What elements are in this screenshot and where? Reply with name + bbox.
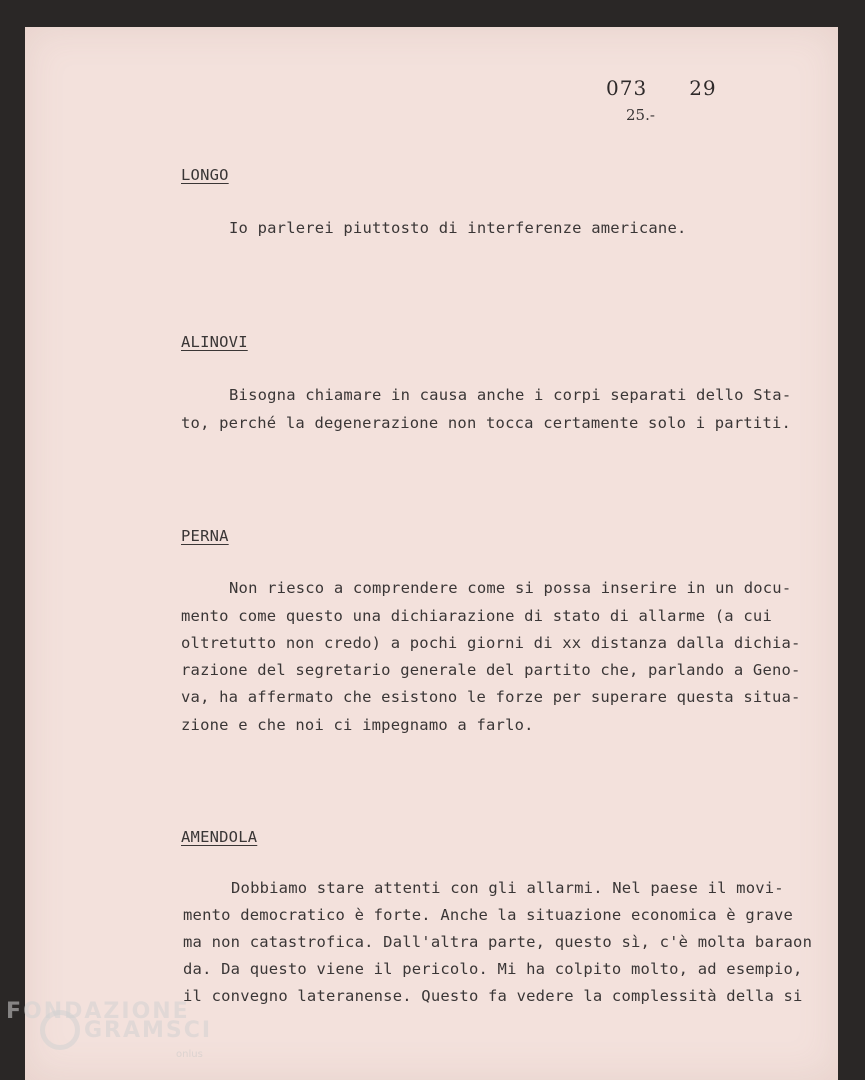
text-line: ma non catastrofica. Dall'altra parte, questo sì, c'è molta baraon [183,933,813,951]
text-line: zione e che noi ci impegnamo a farlo. [181,716,534,734]
text-line: da. Da questo viene il pericolo. Mi ha colpito molto, ad esempio, [183,960,803,978]
text-line: Dobbiamo stare attenti con gli allarmi. Nel paese il movi- [231,879,784,897]
text-line: oltretutto non credo) a pochi giorni di xx distanza dalla dichia- [181,634,801,652]
watermark-logo [40,1010,212,1050]
text-line: mento come questo una dichiarazione di stato di allarme (a cui [181,607,772,625]
text-line: Io parlerei piuttosto di interferenze americane. [229,219,687,237]
gramsci-logo-icon [40,1010,80,1050]
reference-number-a: 073 [606,76,648,100]
speaker-name: PERNA [181,527,229,545]
archive-reference [606,76,717,100]
text-line: va, ha affermato che esistono le forze per superare questa situa- [181,688,801,706]
speaker-name: LONGO [181,166,229,184]
reference-number-b: 29 [689,76,717,100]
watermark-foundation: FONDAZIONE [6,999,190,1024]
watermark-onlus: onlus [176,1049,203,1060]
text-line: Bisogna chiamare in causa anche i corpi separati dello Sta- [229,386,792,404]
text-line: razione del segretario generale del partito che, parlando a Geno- [181,661,801,679]
text-line: Non riesco a comprendere come si possa inserire in un docu- [229,579,792,597]
watermark-gramsci: GRAMSCI [84,1017,213,1043]
speaker-name: ALINOVI [181,333,248,351]
text-line: il convegno lateranense. Questo fa vedere la complessità della si [183,987,803,1005]
page-number: 25.- [626,106,655,124]
text-line: mento democratico è forte. Anche la situazione economica è grave [183,906,794,924]
speaker-name: AMENDOLA [181,828,258,846]
text-line: to, perché la degenerazione non tocca certamente solo i partiti. [181,414,792,432]
